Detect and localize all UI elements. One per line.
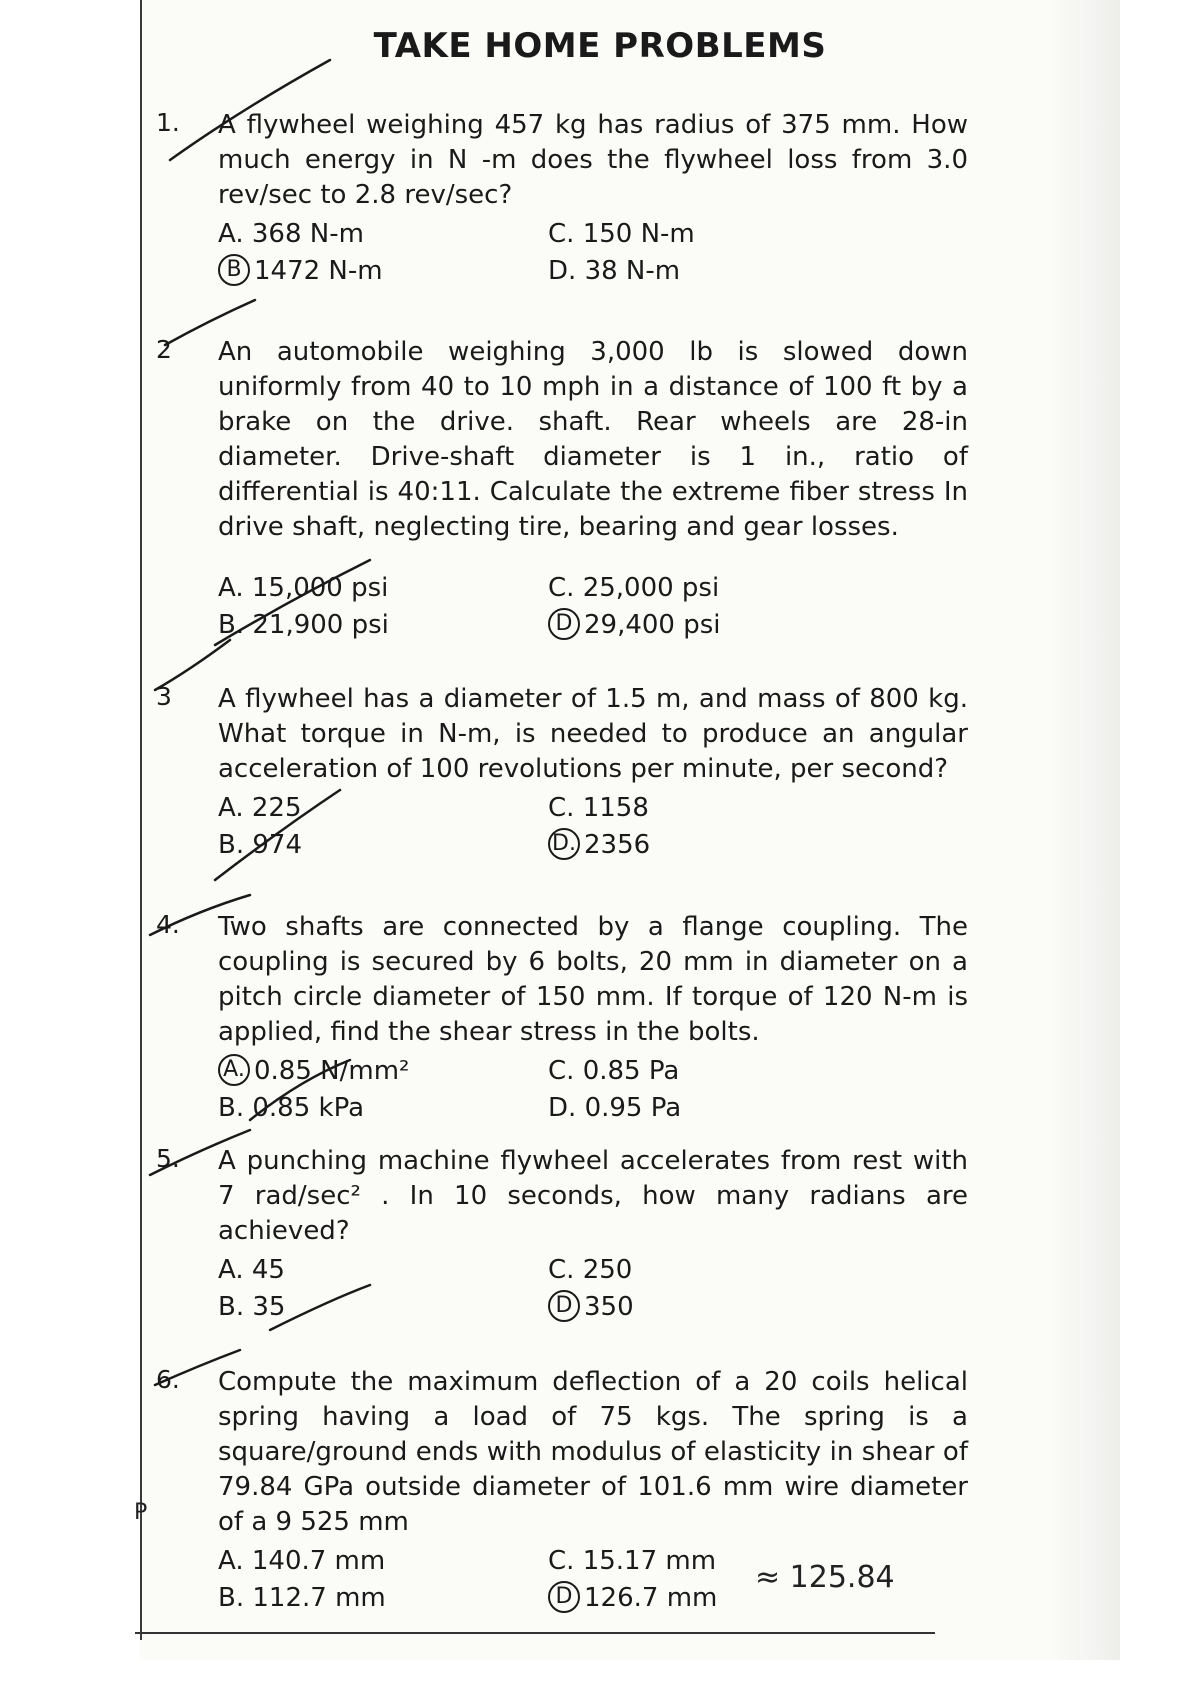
choice-letter: C.	[548, 219, 575, 249]
choice-letter: A.	[218, 1546, 244, 1576]
answer-circle: B	[218, 254, 250, 286]
choice-b	[218, 608, 548, 643]
question-text: Compute the maximum deflection of a 20 coils helical spring having a load of 75 kgs. The spring is a square/ground ends with modulus of elasticity in shear of 79.84 GPa outside diameter of 101.6 mm wire diameter of a 9 525 mm	[218, 1367, 968, 1537]
choice-a	[218, 1253, 548, 1288]
choice-a-selected	[218, 1054, 548, 1089]
choice-letter: A.	[218, 1255, 244, 1285]
choice-letter: C.	[548, 1056, 575, 1086]
choice-d-selected	[548, 828, 878, 863]
choice-a	[218, 791, 548, 826]
question-4	[148, 910, 968, 1126]
choice-text: 0.85 N/mm²	[254, 1056, 410, 1086]
choice-letter: C.	[548, 573, 575, 603]
answer-circle: D	[548, 1290, 580, 1322]
choice-text: 368 N-m	[251, 219, 364, 249]
question-number: 4.	[156, 910, 180, 939]
choice-text: 2356	[584, 830, 651, 860]
choice-d-selected	[548, 608, 878, 643]
choice-d	[548, 254, 878, 289]
choice-list	[218, 1054, 968, 1126]
question-1	[148, 108, 968, 289]
choice-text: 225	[251, 793, 302, 823]
choice-text: 0.85 Pa	[582, 1056, 680, 1086]
question-text: Two shafts are connected by a flange coupling. The coupling is secured by 6 bolts, 20 mm in diameter on a pitch circle diameter of 150 mm. If torque of 120 N-m is applied, find the shear stress in the bolts.	[218, 912, 968, 1047]
choice-text: 15.17 mm	[582, 1546, 717, 1576]
choice-letter: D.	[548, 1093, 577, 1123]
choice-letter: A.	[218, 219, 244, 249]
choice-letter: B.	[218, 830, 245, 860]
choice-text: 25,000 psi	[582, 573, 720, 603]
choice-text: 112.7 mm	[252, 1583, 386, 1613]
question-number: 1.	[156, 108, 180, 137]
choice-b	[218, 1091, 548, 1126]
choice-letter: B.	[218, 610, 245, 640]
choice-letter: B.	[218, 1093, 245, 1123]
choice-list	[218, 791, 968, 863]
choice-text: 1472 N-m	[254, 256, 383, 286]
choice-letter: C.	[548, 1546, 575, 1576]
choice-text: 0.85 kPa	[252, 1093, 365, 1123]
choice-text: 126.7 mm	[584, 1583, 718, 1613]
bottom-rule	[135, 1632, 935, 1634]
left-margin-line	[140, 0, 142, 1640]
question-number: 3	[156, 682, 172, 711]
question-text: An automobile weighing 3,000 lb is slowed down uniformly from 40 to 10 mph in a distance of 100 ft by a brake on the drive. shaft. Rear wheels are 28-in diameter. Drive-shaft diameter is 1 in., ratio of differential is 40:11. Calculate the extreme fiber stress In drive shaft, neglecting tire, bearing and gear losses.	[218, 337, 968, 542]
choice-b	[218, 1290, 548, 1325]
choice-c	[548, 1054, 878, 1089]
question-number: 6.	[156, 1365, 180, 1394]
margin-mark: P	[134, 1500, 148, 1525]
choice-letter: C.	[548, 793, 575, 823]
choice-b	[218, 828, 548, 863]
handwritten-note: ≈ 125.84	[755, 1560, 895, 1595]
choice-text: 0.95 Pa	[584, 1093, 682, 1123]
choice-text: 21,900 psi	[252, 610, 389, 640]
choice-list	[218, 1253, 968, 1325]
question-3	[148, 682, 968, 863]
choice-c	[548, 217, 878, 252]
choice-letter: A.	[218, 793, 244, 823]
question-number: 5.	[156, 1144, 180, 1173]
choice-text: 1158	[582, 793, 649, 823]
choice-d-selected	[548, 1290, 878, 1325]
answer-circle: D	[548, 608, 580, 640]
choice-letter: D.	[548, 256, 577, 286]
choice-c	[548, 791, 878, 826]
choice-text: 150 N-m	[582, 219, 695, 249]
choice-text: 45	[251, 1255, 285, 1285]
choice-c	[548, 571, 878, 606]
choice-text: 29,400 psi	[584, 610, 721, 640]
choice-text: 350	[584, 1292, 634, 1322]
choice-list	[218, 571, 968, 643]
choice-text: 35	[252, 1292, 286, 1322]
choice-a	[218, 571, 548, 606]
choice-letter: B.	[218, 1583, 245, 1613]
choice-text: 15,000 psi	[251, 573, 389, 603]
choice-text: 38 N-m	[584, 256, 681, 286]
choice-d	[548, 1091, 878, 1126]
answer-circle: A.	[218, 1054, 250, 1086]
choice-text: 250	[582, 1255, 633, 1285]
choice-letter: B.	[218, 1292, 245, 1322]
answer-circle: D.	[548, 828, 580, 860]
page-shadow	[1050, 0, 1120, 1660]
question-text: A flywheel has a diameter of 1.5 m, and mass of 800 kg. What torque in N-m, is needed to produce an angular acceleration of 100 revolutions per minute, per second?	[218, 684, 968, 784]
choice-a	[218, 1544, 548, 1579]
choice-b	[218, 1581, 548, 1616]
page-title: TAKE HOME PROBLEMS	[373, 26, 827, 66]
choice-c	[548, 1253, 878, 1288]
question-text: A flywheel weighing 457 kg has radius of 375 mm. How much energy in N -m does the flywheel loss from 3.0 rev/sec to 2.8 rev/sec?	[218, 110, 968, 210]
choice-letter: C.	[548, 1255, 575, 1285]
choice-a	[218, 217, 548, 252]
choice-letter: A.	[218, 573, 244, 603]
answer-circle: D	[548, 1581, 580, 1613]
choice-text: 974	[252, 830, 303, 860]
choice-list	[218, 217, 968, 289]
question-5	[148, 1144, 968, 1325]
question-2	[148, 335, 968, 643]
choice-text: 140.7 mm	[251, 1546, 386, 1576]
choice-b-selected	[218, 254, 548, 289]
question-text: A punching machine flywheel accelerates from rest with 7 rad/sec² . In 10 seconds, how many radians are achieved?	[218, 1146, 968, 1246]
question-number: 2	[156, 335, 172, 364]
